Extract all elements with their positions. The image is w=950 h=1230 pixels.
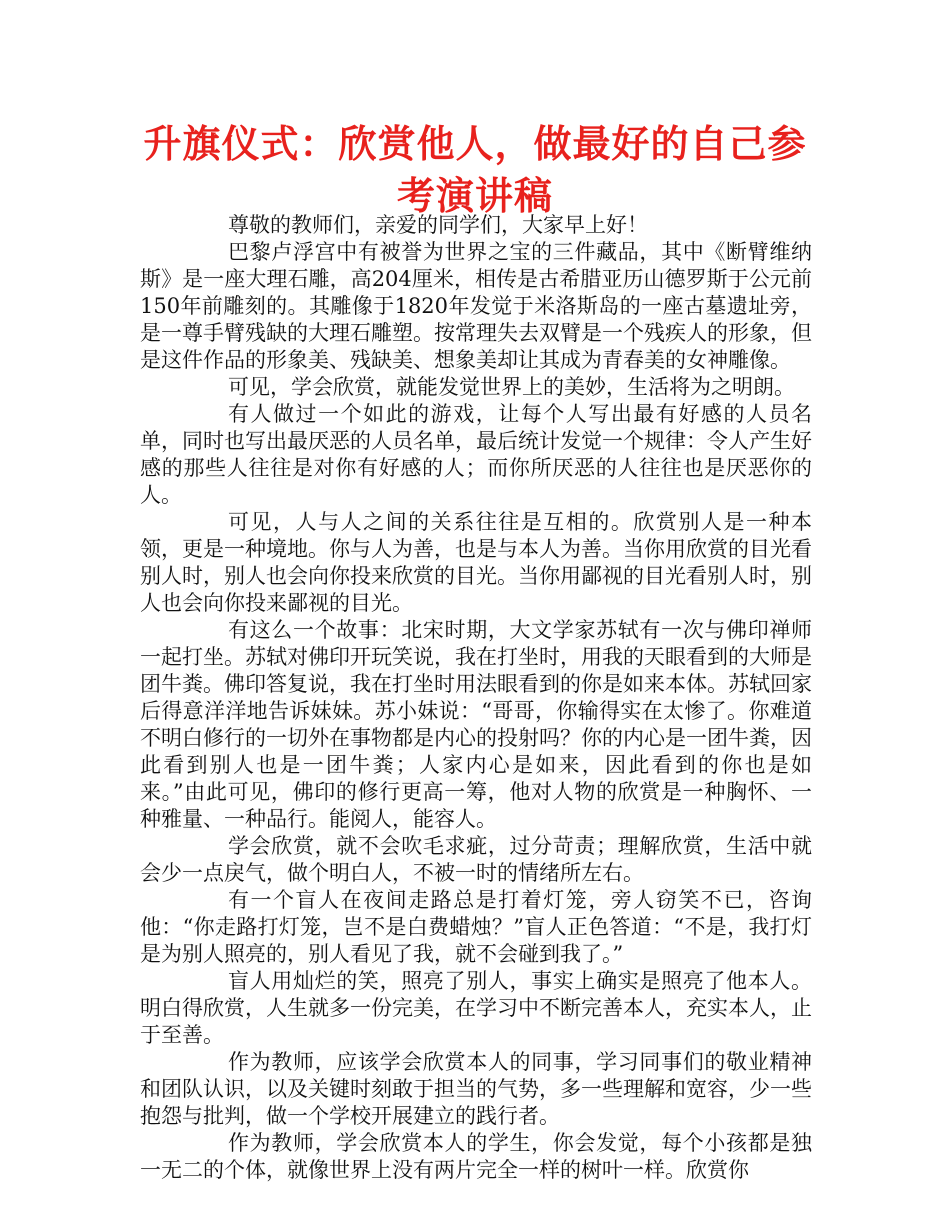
paragraph-appreciation-1: 可见，学会欣赏，就能发觉世界上的美妙，生活将为之明朗。 [228,375,795,399]
paragraph-blind-man-lesson: 盲人用灿烂的笑，照亮了别人，事实上确实是照亮了他本人。明白得欣赏，人生就多一份完美，在学习中不断完善本人，充实本人，止于至善。 [140,969,812,1047]
paragraph-su-shi-story: 有这么一个故事：北宋时期，大文学家苏轼有一次与佛印禅师一起打坐。苏轼对佛印开玩笑说，我在打坐时，用我的天眼看到的大师是团牛粪。佛印答复说，我在打坐时用法眼看到的你是如来本体。苏轼回家后得意洋洋地告诉妹妹。苏小妹说：“哥哥，你输得实在太惨了。你难道不明白修行的一切外在事物都是内心的投射吗？你的内心是一团牛粪，因此看到别人也是一团牛粪；人家内心是如来，因此看到的你也是如来。”由此可见，佛印的修行更高一筹，他对人物的欣赏是一种胸怀、一种雅量、一种品行。能阅人，能容人。 [140,618,812,831]
document-body [140,212,812,1184]
paragraph-venus: 巴黎卢浮宫中有被誉为世界之宝的三件藏品，其中《断臂维纳斯》是一座大理石雕，高204厘米，相传是古希腊亚历山德罗斯于公元前150年前雕刻的。其雕像于1820年发觉于米洛斯岛的一座古墓遗址旁，是一尊手臂残缺的大理石雕塑。按常理失去双臂是一个残疾人的形象，但是这件作品的形象美、残缺美、想象美却让其成为青春美的女神雕像。 [140,240,812,372]
paragraph-appreciation-2: 学会欣赏，就不会吹毛求疵，过分苛责；理解欣赏，生活中就会少一点戾气，做个明白人，不被一时的情绪所左右。 [140,834,812,885]
paragraph-blind-man: 有一个盲人在夜间走路总是打着灯笼，旁人窃笑不已，咨询他：“你走路打灯笼，岂不是白费蜡烛？”盲人正色答道：“不是，我打灯是为别人照亮的，别人看见了我，就不会碰到我了。” [140,888,812,966]
document-title: 升旗仪式：欣赏他人，做最好的自己参考演讲稿 [143,122,807,218]
paragraph-students: 作为教师，学会欣赏本人的学生，你会发觉，每个小孩都是独一无二的个体，就像世界上没有两片完全一样的树叶一样。欣赏你 [140,1131,812,1182]
paragraph-colleagues: 作为教师，应该学会欣赏本人的同事，学习同事们的敬业精神和团队认识，以及关键时刻敢于担当的气势，多一些理解和宽容，少一些抱怨与批判，做一个学校开展建立的践行者。 [140,1050,812,1128]
paragraph-greeting: 尊敬的教师们，亲爱的同学们，大家早上好！ [228,213,648,237]
paragraph-game: 有人做过一个如此的游戏，让每个人写出最有好感的人员名单，同时也写出最厌恶的人员名单，最后统计发觉一个规律：令人产生好感的那些人往往是对你有好感的人；而你所厌恶的人往往也是厌恶你的人。 [140,402,812,507]
paragraph-mutual: 可见，人与人之间的关系往往是互相的。欣赏别人是一种本领，更是一种境地。你与人为善，也是与本人为善。当你用欣赏的目光看别人时，别人也会向你投来欣赏的目光。当你用鄙视的目光看别人时，别人也会向你投来鄙视的目光。 [140,510,812,615]
